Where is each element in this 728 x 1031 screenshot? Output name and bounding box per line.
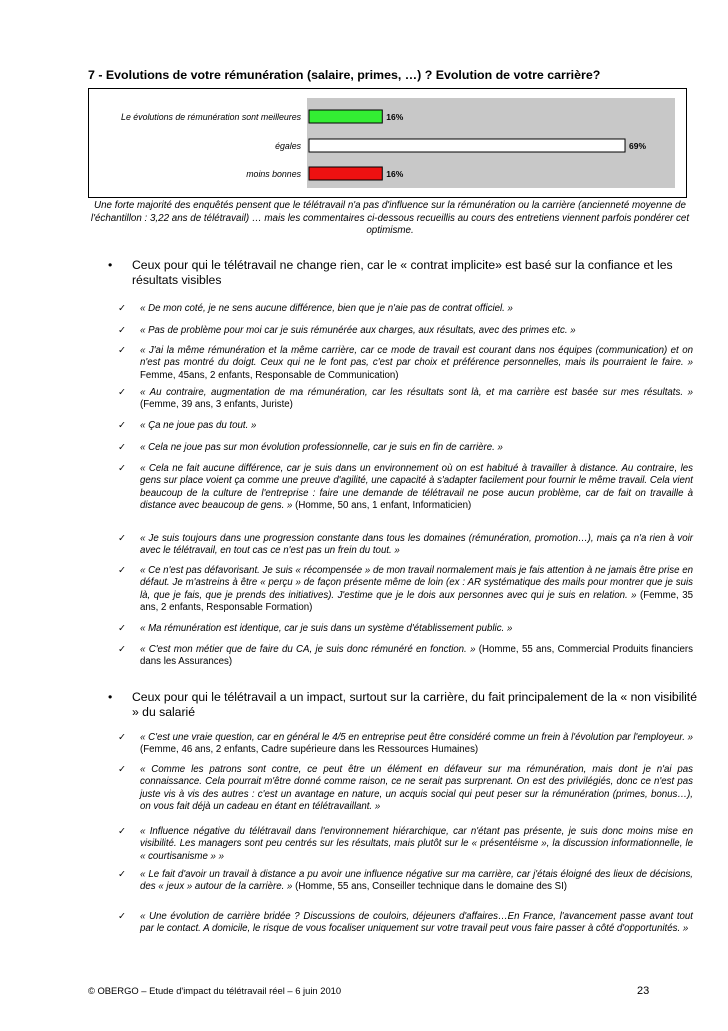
quote: « Cela ne joue pas sur mon évolution professionnelle, car je suis en fin de carrière. » — [140, 442, 503, 453]
quote-text — [140, 565, 693, 614]
quote: « C'est mon métier que de faire du CA, je suis donc rémunéré en fonction. » — [140, 644, 476, 655]
checkmark-icon: ✓ — [118, 387, 126, 398]
quote-text — [140, 623, 693, 635]
bar — [309, 139, 625, 152]
quote-text — [140, 644, 693, 669]
quote-text — [140, 826, 693, 863]
checkmark-icon: ✓ — [118, 325, 126, 336]
section-heading-text: Ceux pour qui le télétravail a un impact, surtout sur la carrière, du fait principalement de la « non visibilité » du salarié — [132, 690, 697, 719]
category-label: moins bonnes — [246, 169, 301, 179]
quote: « Comme les patrons sont contre, ce peut être un élément en défaveur sur ma rémunération, mais dont je n'ai pas connaissance. Cela pourrait m'être donné comme raison, ce ne serait pas surprenant. On est des privilégiés, donc ce n'est pas juste vis à vis des autres : c'est un avantage en nature, un acquis social qui peut peser sur la rémunération (primes, bonus…), on vous fait déjà un cadeau en étant en télétravaillant. » — [140, 764, 693, 812]
checkmark-icon: ✓ — [118, 764, 126, 775]
quote-text — [140, 764, 693, 813]
bar-chart — [88, 88, 687, 198]
quote-attribution: (Femme, 35 ans, 2 enfants, Responsable Formation) — [140, 589, 693, 613]
quote-attribution: (Homme, 50 ans, 1 enfant, Informaticien) — [292, 499, 472, 511]
checkmark-icon: ✓ — [118, 644, 126, 655]
quote-attribution: (Homme, 55 ans, Commercial Produits financiers dans les Assurances) — [140, 644, 693, 668]
bullet-icon: • — [108, 258, 113, 272]
section-heading-text: Ceux pour qui le télétravail ne change rien, car le « contrat implicite» est basé sur la confiance et les résultats visibles — [132, 258, 673, 287]
checkmark-icon: ✓ — [118, 442, 126, 453]
value-label: 16% — [386, 169, 404, 179]
quote: « Pas de problème pour moi car je suis rémunérée aux charges, aux résultats, avec des primes etc. » — [140, 325, 576, 336]
checkmark-icon: ✓ — [118, 623, 126, 634]
quote-text — [140, 442, 693, 454]
checkmark-icon: ✓ — [118, 345, 126, 356]
quote-text — [140, 463, 693, 512]
quote: « De mon coté, je ne sens aucune différence, bien que je n'aie pas de contrat officiel. » — [140, 303, 513, 314]
value-label: 16% — [386, 112, 404, 122]
quote-text — [140, 911, 693, 936]
quote-text — [140, 732, 693, 757]
category-label: égales — [275, 141, 301, 151]
quote: « Je suis toujours dans une progression constante dans tous les domaines (rémunération, promotion…), mais ça n'a rien à voir avec le télétravail, en tout cas ce n'est pas un frein du tout. » — [140, 533, 693, 557]
page-title: 7 - Evolutions de votre rémunération (salaire, primes, …) ? Evolution de votre carrière? — [88, 68, 601, 82]
value-label: 69% — [629, 141, 647, 151]
quote-text — [140, 303, 693, 315]
checkmark-icon: ✓ — [118, 420, 126, 431]
quote-text — [140, 533, 693, 558]
quote-text — [140, 420, 693, 432]
quote-text — [140, 869, 693, 894]
quote: « Ma rémunération est identique, car je suis dans un système d'établissement public. » — [140, 623, 513, 634]
quote: « Ce n'est pas défavorisant. Je suis « récompensée » de mon travail normalement mais je fais attention à ne jamais être prise en défaut. Je m'astreins à être « perçu » de façon présente même de loin (ex : AR systématique des mails pour montrer que je suis là, que je fais, que je prends des initiatives). J'estime que je le dois aux personnes avec qui je suis en relation. » — [140, 565, 693, 601]
quote-attribution: (Femme, 46 ans, 2 enfants, Cadre supérieure dans les Ressources Humaines) — [140, 744, 479, 756]
category-label: Le évolutions de rémunération sont meilleures — [121, 112, 301, 122]
page-number: 23 — [637, 985, 650, 997]
quote-text — [140, 325, 693, 337]
quote: « Le fait d'avoir un travail à distance a pu avoir une influence négative sur ma carrière, car j'étais éloigné des lieux de décisions, des « jeux » autour de la carrière. » — [140, 869, 693, 893]
quote-text — [140, 387, 693, 412]
quote: « J'ai la même rémunération et la même carrière, car ce mode de travail est courant dans nos équipes (communication) et on n'est pas montré du doigt. Ceux qui ne le font pas, c'est par choix et préférence personnelles, mais ils pourraient le faire. » — [140, 345, 693, 369]
quote: « Cela ne fait aucune différence, car je suis dans un environnement où on est habitué à travailler à distance. Au contraire, les gens sur place voient ça comme une preuve d'agilité, une capacité à s'adapter facilement pour fournir le même travail. Cela vient beaucoup de la culture de l'entreprise : faire une demande de télétravail ne pose aucun problème, car de fait on travaille à distance avec beaucoup de gens. » — [140, 463, 693, 511]
quote-attribution: (Femme, 39 ans, 3 enfants, Juriste) — [140, 399, 293, 411]
checkmark-icon: ✓ — [118, 911, 126, 922]
quote-text — [140, 345, 693, 382]
quote: « Influence négative du télétravail dans l'environnement hiérarchique, car n'étant pas présente, je suis donc moins mise en visibilité. Les managers sont peu centrés sur les résultats, mais plutôt sur le « présentéisme », la discussion informationnelle, le « courtisanisme » » — [140, 826, 693, 862]
bar — [309, 110, 382, 123]
checkmark-icon: ✓ — [118, 869, 126, 880]
footer-copyright: © OBERGO – Etude d'impact du télétravail réel – 6 juin 2010 — [88, 985, 342, 996]
quote: « Ça ne joue pas du tout. » — [140, 420, 257, 431]
checkmark-icon: ✓ — [118, 565, 126, 576]
checkmark-icon: ✓ — [118, 826, 126, 837]
checkmark-icon: ✓ — [118, 732, 126, 743]
quote: « Au contraire, augmentation de ma rémunération, car les résultats sont là, et ma carrière est basée sur mes résultats. » — [140, 387, 693, 398]
checkmark-icon: ✓ — [118, 303, 126, 314]
quote: « Une évolution de carrière bridée ? Discussions de couloirs, déjeuners d'affaires…En France, l'avancement passe avant tout par le contact. A domicile, le risque de vous focaliser uniquement sur votre travail peut vous faire passer à côté d'opportunités. » — [140, 911, 693, 935]
quote: « C'est une vraie question, car en général le 4/5 en entreprise peut être considéré comme un frein à l'évolution par l'employeur. » — [140, 732, 693, 743]
quote-attribution: Femme, 45ans, 2 enfants, Responsable de Communication) — [140, 369, 399, 381]
intro-paragraph: Une forte majorité des enquêtés pensent que le télétravail n'a pas d'influence sur la rémunération ou la carrière (ancienneté moyenne de l'échantillon : 3,22 ans de télétravail) … mais les commentaires ci-dessous recueillis au cours des entretiens viennent parfois pondérer cet optimisme. — [90, 200, 690, 237]
checkmark-icon: ✓ — [118, 533, 126, 544]
chart-canvas — [89, 89, 686, 197]
bullet-icon: • — [108, 690, 113, 704]
checkmark-icon: ✓ — [118, 463, 126, 474]
quote-attribution: (Homme, 55 ans, Conseiller technique dans le domaine des SI) — [292, 881, 568, 893]
bar — [309, 167, 382, 180]
